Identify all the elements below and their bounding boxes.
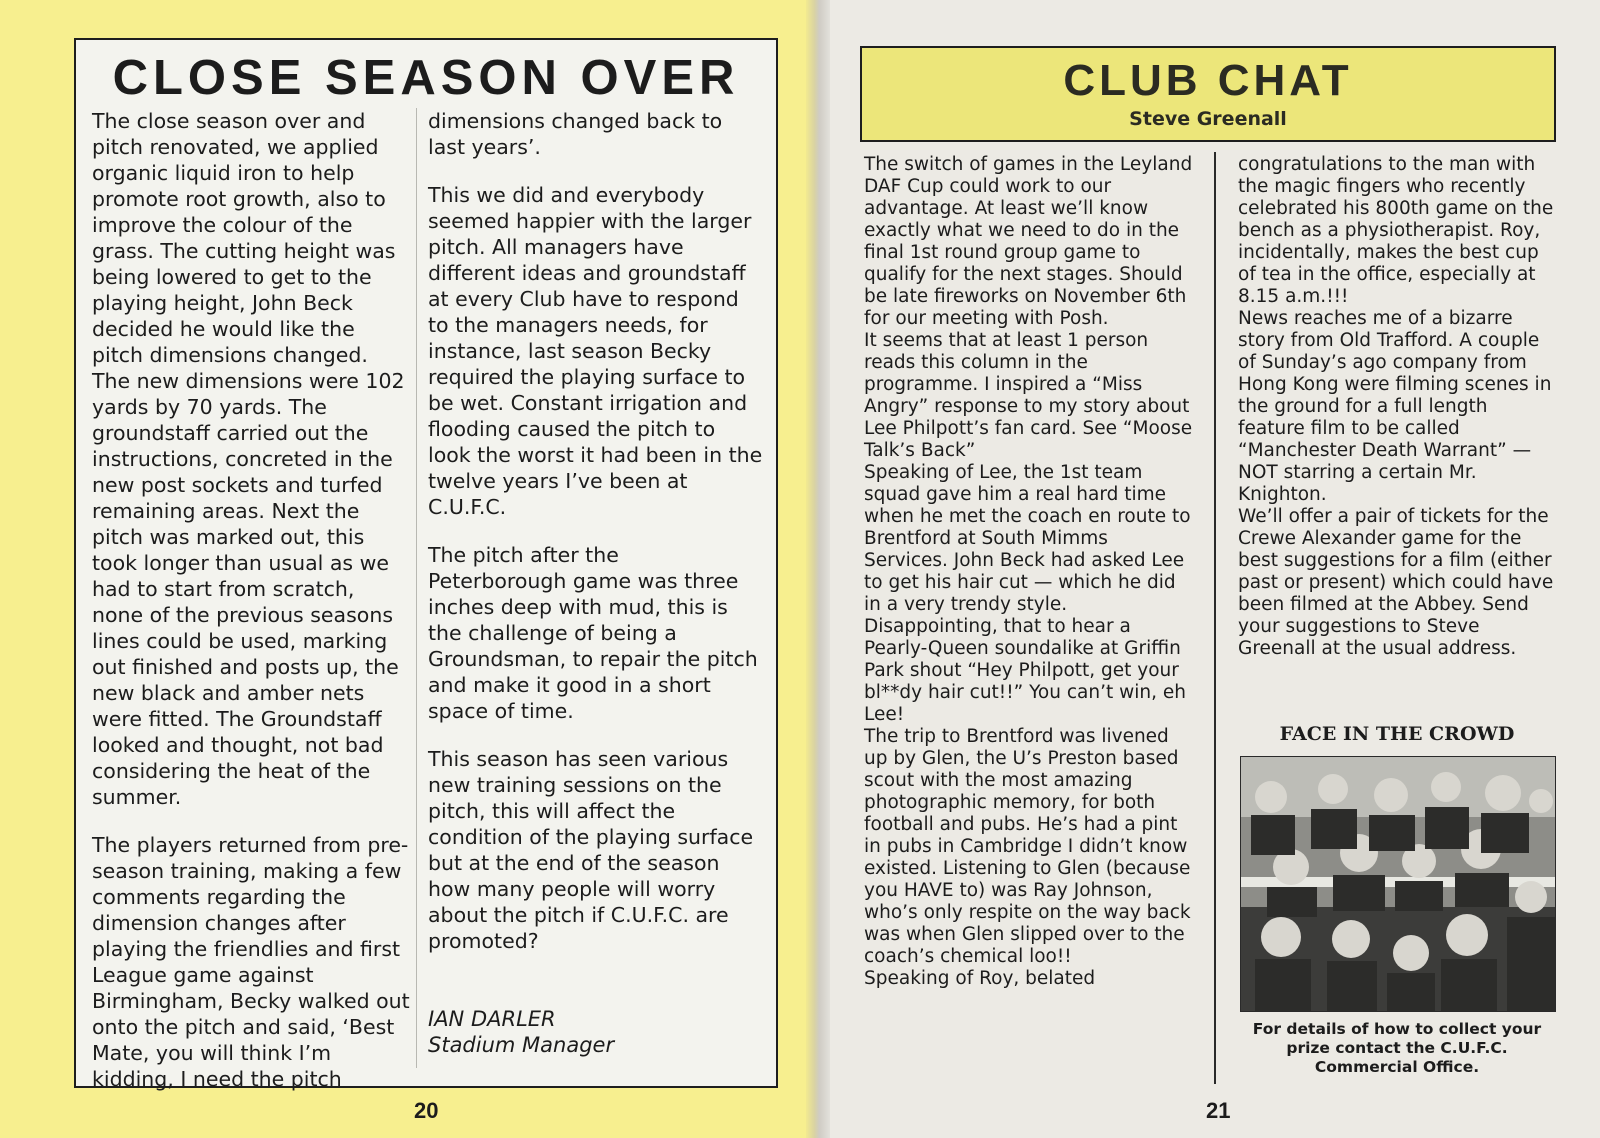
paragraph: The trip to Brentford was livened up by Glen, the U’s Preston based scout with the most amazing photographic memory, for both football and pubs. He’s had a pint in pubs in Cambridge I didn’t know existed. Listening to Glen (because you HAVE to) was Ray Johnson, who’s only respite on the way back was when Glen slipped over to the coach’s chemical loo!! [864, 726, 1191, 967]
article-column-1 [92, 108, 410, 1114]
article-column-2 [428, 108, 763, 976]
crowd-photo-illustration [1241, 757, 1555, 1011]
author-role: Stadium Manager [428, 1033, 615, 1057]
close-season-article [74, 38, 778, 1091]
paragraph: Speaking of Roy, belated [864, 968, 1096, 989]
paragraph: It seems that at least 1 person reads this column in the programme. I inspired a “Miss Angry” response to my story about Lee Philpott’s fan card. See “Moose Talk’s Back” [864, 330, 1193, 461]
paragraph: Speaking of Lee, the 1st team squad gave him a real hard time when he met the coach en route to Brentford at South Mimms Services. John Beck had asked Lee to get his hair cut — which he did in a very trendy style. Disappointing, that to hear a Pearly-Queen soundalike at Griffin Park shout “Hey Philpott, get your bl**dy hair cut!!” You can’t win, eh Lee! [864, 462, 1191, 725]
club-chat-header [860, 46, 1556, 142]
page-number-right: 21 [1206, 1098, 1231, 1123]
byline: Steve Greenall [1129, 108, 1287, 130]
column-divider [1214, 152, 1216, 1084]
spine-gutter [806, 0, 830, 1138]
crowd-photo [1240, 756, 1556, 1012]
paragraph: News reaches me of a bizarre story from Old Trafford. A couple of Sunday’s ago company from Hong Kong were filming scenes in the ground for a full length feature film to be called “Manchester Death Warrant” — NOT starring a certain Mr. Knighton. [1238, 308, 1552, 505]
paragraph: We’ll offer a pair of tickets for the Crewe Alexander game for the best suggestions for a film (either past or present) which could have been filmed at the Abbey. Send your suggestions to Steve Greenall at the usual address. [1238, 506, 1554, 659]
paragraph: congratulations to the man with the magic fingers who recently celebrated his 800th game on the bench as a physiotherapist. Roy, incidentally, makes the best cup of tea in the office, especially at 8.15 a.m.!!! [1238, 154, 1554, 307]
face-in-crowd-caption: For details of how to collect your prize contact the C.U.F.C. Commercial Office. [1252, 1020, 1542, 1076]
article-title: CLOSE SEASON OVER [112, 51, 740, 105]
club-chat-column-2 [1238, 154, 1556, 660]
column-divider [416, 108, 417, 1068]
paragraph: This we did and everybody seemed happier with the larger pitch. All managers have different ideas and groundstaff at every Club have to respond to the managers needs, for instance, last season Becky required the playing surface to be wet. Constant irrigation and flooding caused the pitch to look the worst it had been in the twelve years I’ve been at C.U.F.C. [428, 183, 763, 519]
author-name: IAN DARLER [428, 1007, 556, 1031]
paragraph: The players returned from pre-season training, making a few comments regarding the dimension changes after playing the friendlies and first League game against Birmingham, Becky walked out onto the pitch and said, ‘Best Mate, you will think I’m kidding, I need the pitch [92, 833, 410, 1091]
paragraph: The pitch after the Peterborough game was three inches deep with mud, this is the challenge of being a Groundsman, to repair the pitch and make it good in a short space of time. [428, 543, 758, 723]
author-signature [428, 1006, 748, 1058]
club-chat-column-1 [864, 154, 1196, 990]
article-title: CLUB CHAT [1063, 56, 1353, 105]
face-in-crowd-heading: FACE IN THE CROWD [1279, 723, 1515, 745]
paragraph: This season has seen various new training sessions on the pitch, this will affect the condition of the playing surface but at the end of the season how many people will worry about the pitch if C.U.F.C. are promoted? [428, 747, 754, 953]
paragraph: dimensions changed back to last years’. [428, 109, 723, 159]
paragraph: The close season over and pitch renovated, we applied organic liquid iron to help promote root growth, also to improve the colour of the grass. The cutting height was being lowered to get to the playing height, John Beck decided he would like the pitch dimensions changed. The new dimensions were 102 yards by 70 yards. The groundstaff carried out the instructions, concreted in the new post sockets and turfed remaining areas. Next the pitch was marked out, this took longer than usual as we had to start from scratch, none of the previous seasons lines could be used, marking out finished and posts up, the new black and amber nets were fitted. The Groundstaff looked and thought, not bad considering the heat of the summer. [92, 109, 405, 809]
paragraph: The switch of games in the Leyland DAF Cup could work to our advantage. At least we’ll know exactly what we need to do in the final 1st round group game to qualify for the next stages. Should be late fireworks on November 6th for our meeting with Posh. [864, 154, 1193, 329]
page-number-left: 20 [414, 1098, 439, 1123]
